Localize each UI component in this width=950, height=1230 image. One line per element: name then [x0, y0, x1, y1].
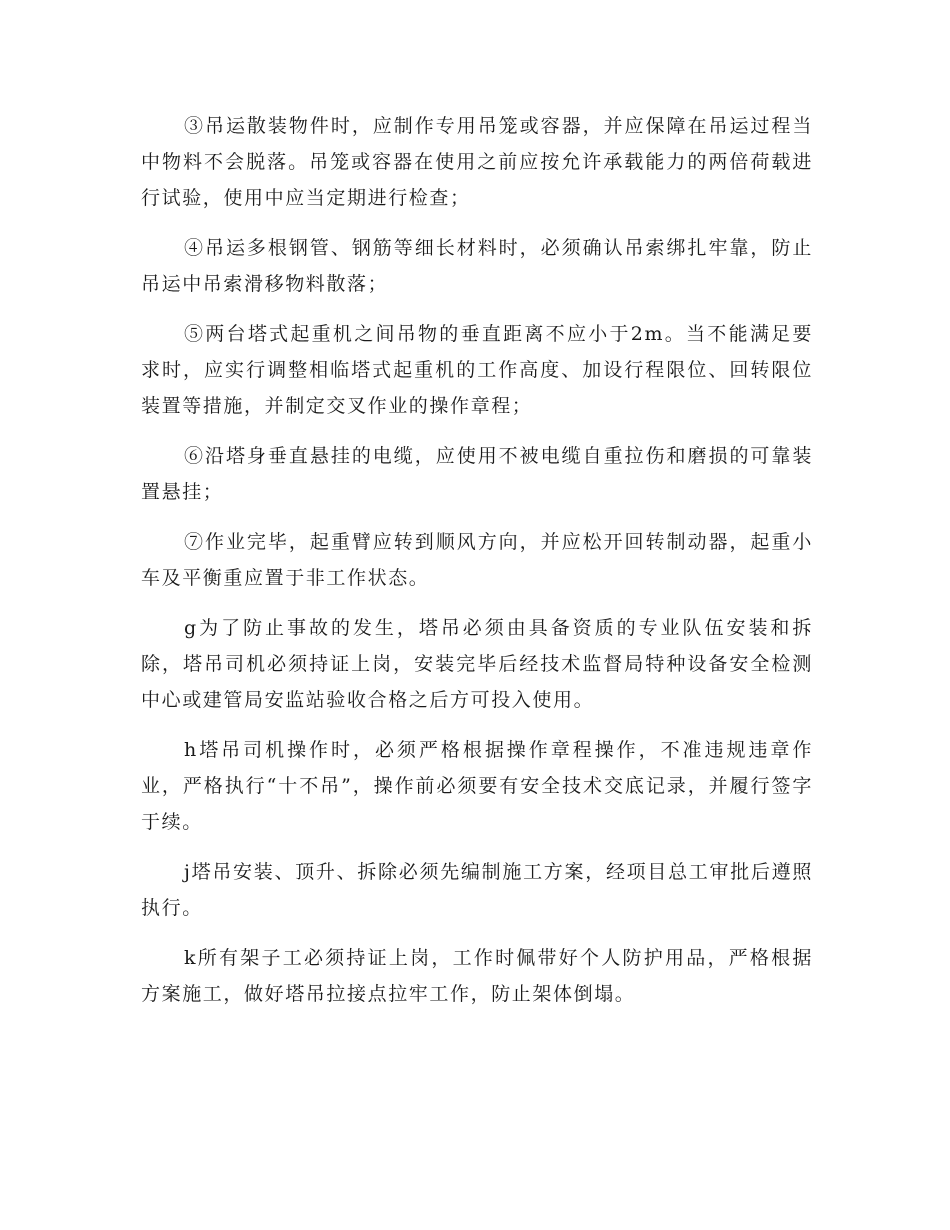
paragraph-h: h塔吊司机操作时，必须严格根据操作章程操作，不准违规违章作业，严格执行“十不吊”，操作前必须要有安全技术交底记录，并履行签字于续。 [141, 739, 813, 833]
paragraph-item-3: ③吊运散装物件时，应制作专用吊笼或容器，并应保障在吊运过程当中物料不会脱落。吊笼或容器在使用之前应按允许承载能力的两倍荷载进行试验，使用中应当定期进行检查； [141, 115, 813, 209]
paragraph-item-6: ⑥沿塔身垂直悬挂的电缆，应使用不被电缆自重拉伤和磨损的可靠装置悬挂； [141, 445, 813, 503]
paragraph-item-5: ⑤两台塔式起重机之间吊物的垂直距离不应小于2m。当不能满足要求时，应实行调整相临塔式起重机的工作高度、加设行程限位、回转限位装置等措施，并制定交叉作业的操作章程； [141, 323, 813, 417]
paragraph-item-4: ④吊运多根钢管、钢筋等细长材料时，必须确认吊索绑扎牢靠，防止吊运中吊索滑移物料散落； [141, 237, 813, 295]
paragraph-item-7: ⑦作业完毕，起重臂应转到顺风方向，并应松开回转制动器，起重小车及平衡重应置于非工作状态。 [141, 531, 813, 589]
document-body [141, 108, 813, 1026]
paragraph-k: k所有架子工必须持证上岗，工作时佩带好个人防护用品，严格根据方案施工，做好塔吊拉接点拉牢工作，防止架体倒塌。 [141, 947, 813, 1005]
paragraph-j: j塔吊安装、顶升、拆除必须先编制施工方案，经项目总工审批后遵照执行。 [141, 861, 813, 919]
paragraph-g: g为了防止事故的发生，塔吊必须由具备资质的专业队伍安装和拆除，塔吊司机必须持证上岗，安装完毕后经技术监督局特种设备安全检测中心或建管局安监站验收合格之后方可投入使用。 [141, 617, 813, 711]
